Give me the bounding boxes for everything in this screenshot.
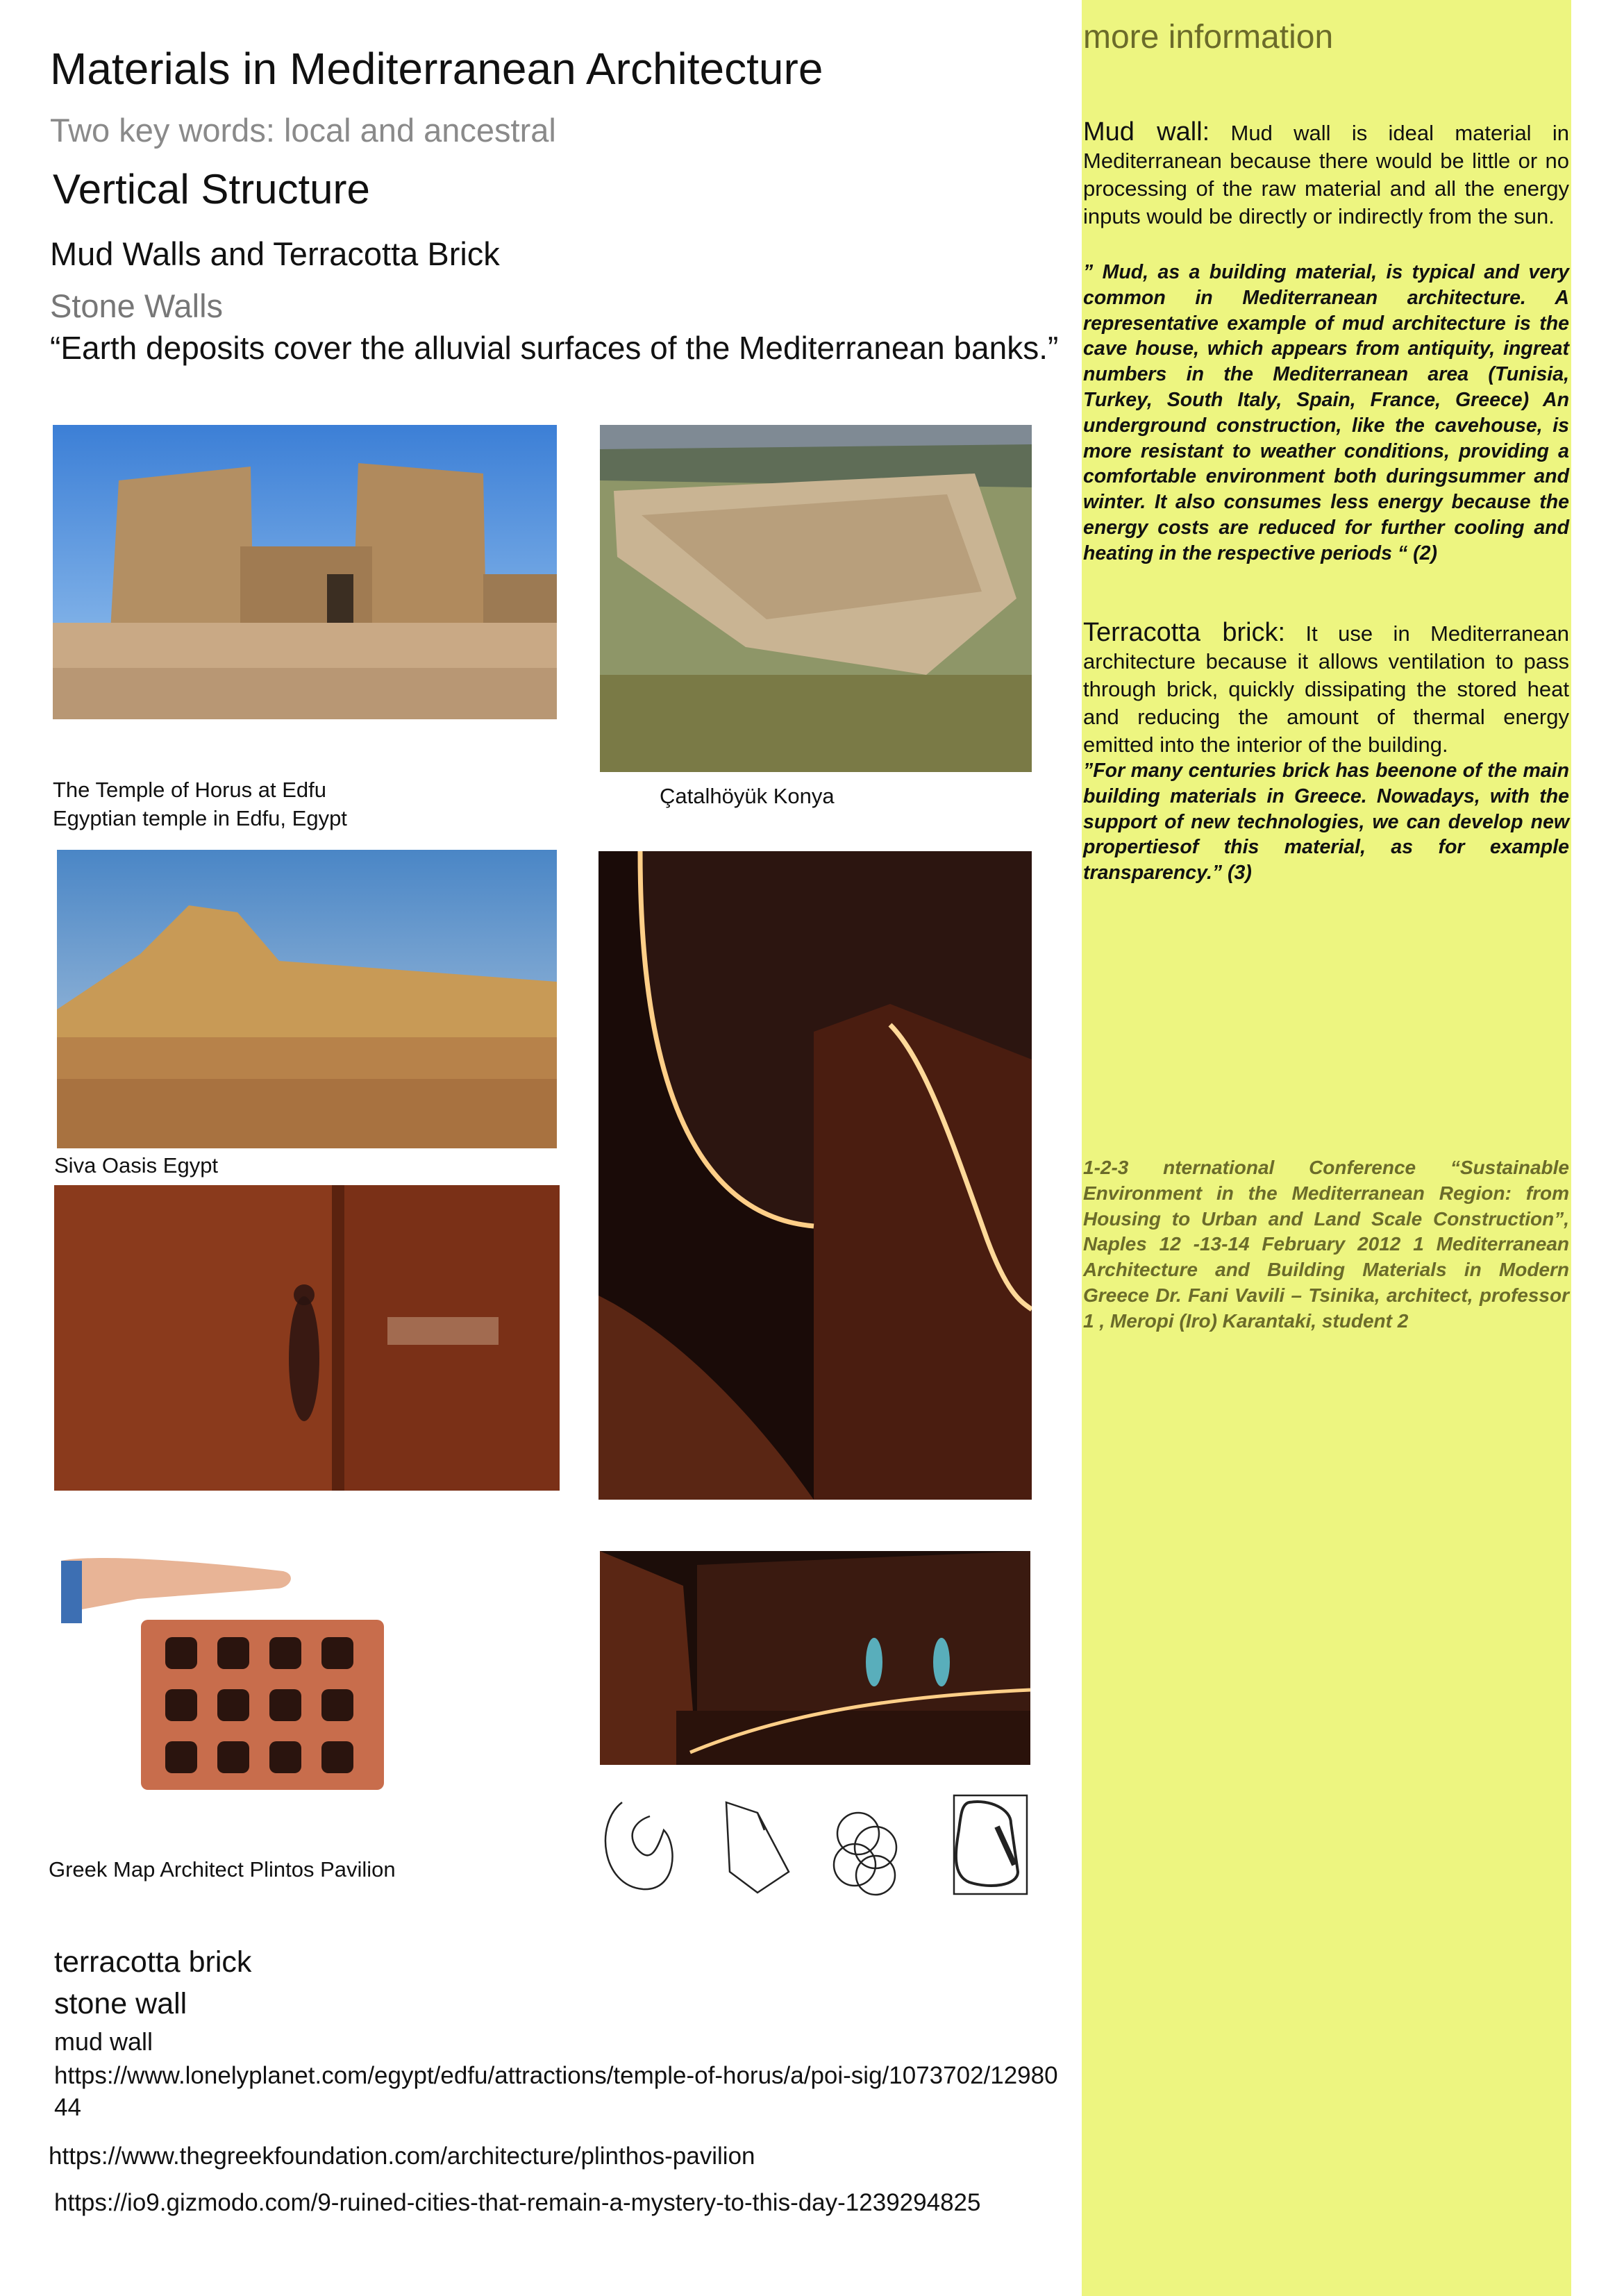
footer-stone-wall: stone wall — [54, 1987, 187, 2020]
section-heading: Vertical Structure — [53, 166, 370, 212]
caption-catalhoyuk: Çatalhöyük Konya — [660, 784, 835, 808]
mud-wall-quote: ” Mud, as a building material, is typical and very common in Mediterranean architecture. A representative example of mud architecture is the cave house, which appears from antiquity, ingreat numbers in the Mediterranean area (Tunisia, Turkey, South Italy, Spain, France, Greece) An underground construction, like the cavehouse, is more resistant to weather conditions, providing a comfortable environment both duringsummer and winter. It also consumes less energy because the energy costs are reduced for further cooling and heating in the respective periods “ (2) — [1083, 261, 1569, 564]
caption-plinthos: Greek Map Architect Plintos Pavilion — [49, 1857, 396, 1882]
mud-wall-paragraph — [1083, 118, 1569, 231]
caption-siwa: Siva Oasis Egypt — [54, 1153, 219, 1178]
catalhoyuk-photo — [600, 425, 1032, 772]
keywords-subtitle: Two key words: local and ancestral — [50, 112, 556, 149]
illuminated-brick-wall-photo — [598, 851, 1032, 1500]
brick-pavilion-interior-photo — [54, 1185, 560, 1491]
terracotta-text: It use in Mediterranean architecture because it allows ventilation to pass through brick, quickly dissipating the stored heat and reducing the amount of thermal energy emitted into the interior of the building. — [1083, 621, 1569, 757]
references: 1-2-3 nternational Conference “Sustainable Environment in the Mediterranean Region: from Housing to Urban and Land Scale Construction”, Naples 12 -13-14 February 2012 1 Mediterranean Architecture and Building Materials in Modern Greece Dr. Fani Vavili – Tsinika, architect, professor 1 , Meropi (Iro) Karantaki, student 2 — [1083, 1157, 1569, 1332]
hollow-brick-photo — [54, 1533, 401, 1825]
caption-edfu-1: The Temple of Horus at Edfu — [53, 778, 327, 802]
concept-sketches — [601, 1788, 1030, 1897]
intro-quote: “Earth deposits cover the alluvial surfaces of the Mediterranean banks.” — [50, 330, 1059, 366]
source-link-gizmodo[interactable]: https://io9.gizmodo.com/9-ruined-cities-that-remain-a-mystery-to-this-day-1239294825 — [54, 2189, 981, 2216]
mud-wall-lead: Mud wall: — [1083, 117, 1210, 146]
terracotta-quote: ”For many centuries brick has beenone of the main building materials in Greece. Nowadays, with the support of new technologies, we can develop new propertiesof this material, as for example transparency.” (3) — [1083, 760, 1569, 885]
subheading-mud-brick: Mud Walls and Terracotta Brick — [50, 235, 500, 272]
siwa-oasis-photo — [57, 850, 557, 1148]
sidebar-heading: more information — [1083, 19, 1334, 56]
mud-wall-text: Mud wall is ideal material in Mediterranean because there would be little or no processing of the raw material and all the energy inputs would be directly or indirectly from the sun. — [1083, 121, 1570, 228]
subheading-stone: Stone Walls — [50, 287, 224, 324]
page-title: Materials in Mediterranean Architecture — [50, 44, 823, 94]
terracotta-paragraph — [1083, 619, 1569, 759]
footer-mud-wall: mud wall — [54, 2027, 153, 2056]
source-link-lonelyplanet[interactable]: https://www.lonelyplanet.com/egypt/edfu/attractions/temple-of-horus/a/poi-sig/1073702/1298044 — [54, 2062, 1058, 2121]
temple-of-horus-photo — [53, 425, 557, 719]
source-link-greekfoundation[interactable]: https://www.thegreekfoundation.com/architecture/plinthos-pavilion — [49, 2143, 755, 2170]
footer-terracotta-brick: terracotta brick — [54, 1945, 252, 1979]
pavilion-bench-photo — [600, 1551, 1030, 1765]
terracotta-lead: Terracotta brick: — [1083, 618, 1286, 647]
caption-edfu-2: Egyptian temple in Edfu, Egypt — [53, 806, 347, 830]
